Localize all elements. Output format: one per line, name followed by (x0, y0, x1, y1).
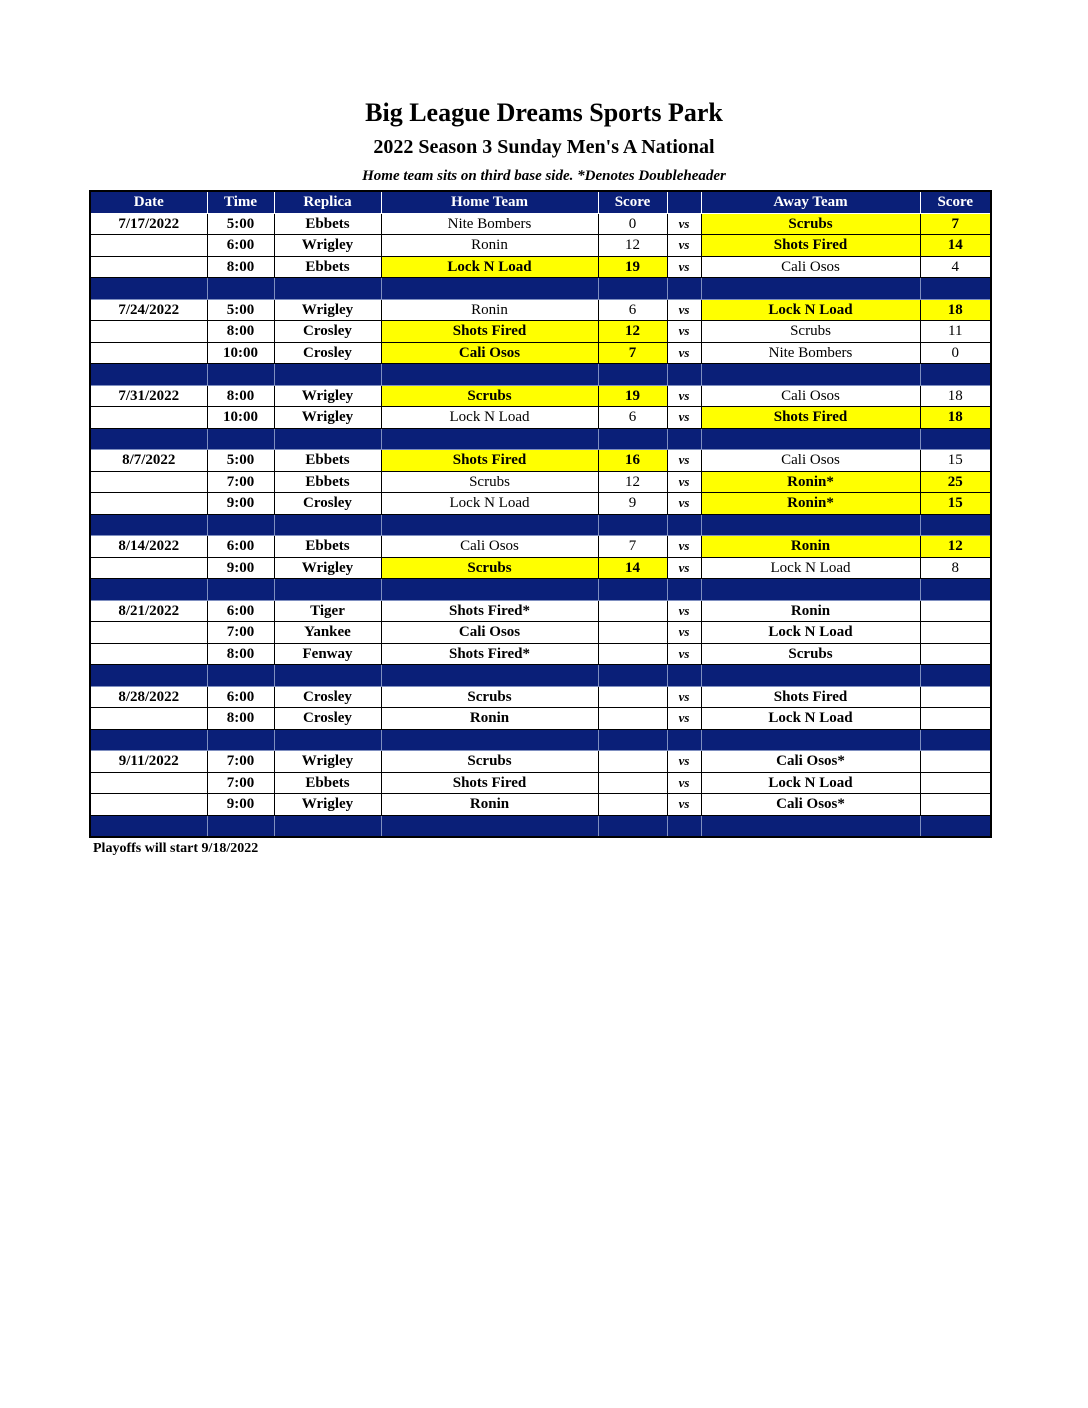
separator-cell (381, 364, 598, 386)
game-replica: Wrigley (274, 751, 381, 773)
home-team: Shots Fired (381, 772, 598, 794)
vs-label: vs (667, 407, 701, 429)
game-replica: Ebbets (274, 213, 381, 235)
game-time: 9:00 (207, 557, 274, 579)
away-team: Cali Osos (701, 256, 920, 278)
home-team: Shots Fired* (381, 643, 598, 665)
vs-label: vs (667, 686, 701, 708)
away-score (920, 772, 991, 794)
vs-label: vs (667, 342, 701, 364)
game-replica: Wrigley (274, 385, 381, 407)
separator-cell (381, 729, 598, 751)
col-date: Date (90, 191, 207, 213)
vs-label: vs (667, 643, 701, 665)
away-team: Cali Osos* (701, 794, 920, 816)
home-score: 6 (598, 299, 667, 321)
separator-cell (598, 729, 667, 751)
home-score (598, 708, 667, 730)
schedule-body (90, 213, 991, 837)
separator-cell (701, 729, 920, 751)
home-team: Scrubs (381, 751, 598, 773)
game-date: 8/21/2022 (90, 600, 207, 622)
game-time: 7:00 (207, 772, 274, 794)
game-row (90, 557, 991, 579)
separator-cell (381, 665, 598, 687)
away-score: 11 (920, 321, 991, 343)
away-team: Lock N Load (701, 299, 920, 321)
away-team: Ronin* (701, 493, 920, 515)
away-score (920, 708, 991, 730)
game-row (90, 622, 991, 644)
game-replica: Ebbets (274, 256, 381, 278)
game-date-empty (90, 643, 207, 665)
game-replica: Crosley (274, 708, 381, 730)
game-date-empty (90, 342, 207, 364)
schedule-table (89, 190, 992, 838)
game-date: 8/14/2022 (90, 536, 207, 558)
home-team: Cali Osos (381, 342, 598, 364)
away-score (920, 643, 991, 665)
away-team: Lock N Load (701, 622, 920, 644)
game-time: 8:00 (207, 708, 274, 730)
away-score (920, 751, 991, 773)
vs-label: vs (667, 751, 701, 773)
home-team: Nite Bombers (381, 213, 598, 235)
vs-label: vs (667, 600, 701, 622)
home-score (598, 643, 667, 665)
home-score: 12 (598, 471, 667, 493)
game-replica: Tiger (274, 600, 381, 622)
separator-cell (667, 665, 701, 687)
game-time: 9:00 (207, 493, 274, 515)
away-team: Shots Fired (701, 686, 920, 708)
separator-cell (274, 278, 381, 300)
vs-label: vs (667, 471, 701, 493)
separator-cell (920, 428, 991, 450)
game-time: 10:00 (207, 407, 274, 429)
game-time: 5:00 (207, 213, 274, 235)
game-time: 6:00 (207, 600, 274, 622)
game-time: 6:00 (207, 686, 274, 708)
away-team: Nite Bombers (701, 342, 920, 364)
home-team: Cali Osos (381, 536, 598, 558)
away-score: 0 (920, 342, 991, 364)
separator-cell (920, 815, 991, 837)
separator-cell (381, 428, 598, 450)
game-date: 8/7/2022 (90, 450, 207, 472)
separator-cell (701, 665, 920, 687)
game-row (90, 450, 991, 472)
separator-cell (207, 665, 274, 687)
separator-cell (274, 815, 381, 837)
game-date: 7/31/2022 (90, 385, 207, 407)
separator-cell (90, 364, 207, 386)
game-date-empty (90, 256, 207, 278)
game-row (90, 772, 991, 794)
away-team: Cali Osos* (701, 751, 920, 773)
vs-label: vs (667, 385, 701, 407)
game-row (90, 536, 991, 558)
separator-cell (274, 579, 381, 601)
game-time: 8:00 (207, 385, 274, 407)
away-team: Shots Fired (701, 235, 920, 257)
game-row (90, 493, 991, 515)
away-score: 18 (920, 299, 991, 321)
vs-label: vs (667, 794, 701, 816)
away-score (920, 794, 991, 816)
game-row (90, 708, 991, 730)
game-row (90, 299, 991, 321)
separator-cell (598, 364, 667, 386)
game-replica: Crosley (274, 686, 381, 708)
separator-cell (667, 579, 701, 601)
separator-cell (598, 514, 667, 536)
home-team: Lock N Load (381, 407, 598, 429)
game-row (90, 407, 991, 429)
game-replica: Wrigley (274, 794, 381, 816)
away-team: Ronin (701, 600, 920, 622)
away-score: 7 (920, 213, 991, 235)
vs-label: vs (667, 536, 701, 558)
home-score: 7 (598, 536, 667, 558)
home-score (598, 772, 667, 794)
home-score: 16 (598, 450, 667, 472)
separator-cell (920, 364, 991, 386)
game-time: 6:00 (207, 235, 274, 257)
home-team: Ronin (381, 299, 598, 321)
header-row (90, 191, 991, 213)
home-score: 19 (598, 256, 667, 278)
game-time: 7:00 (207, 471, 274, 493)
separator-cell (598, 428, 667, 450)
col-away-score: Score (920, 191, 991, 213)
game-date-empty (90, 471, 207, 493)
home-score: 7 (598, 342, 667, 364)
game-time: 7:00 (207, 622, 274, 644)
away-score: 15 (920, 493, 991, 515)
away-score (920, 622, 991, 644)
home-team: Ronin (381, 794, 598, 816)
game-replica: Wrigley (274, 557, 381, 579)
game-date-empty (90, 235, 207, 257)
game-time: 7:00 (207, 751, 274, 773)
separator-cell (381, 278, 598, 300)
separator-cell (274, 428, 381, 450)
separator-cell (274, 665, 381, 687)
game-row (90, 471, 991, 493)
home-team: Lock N Load (381, 493, 598, 515)
separator-cell (207, 514, 274, 536)
game-replica: Crosley (274, 493, 381, 515)
game-time: 5:00 (207, 299, 274, 321)
away-team: Scrubs (701, 643, 920, 665)
vs-label: vs (667, 493, 701, 515)
week-separator-row (90, 665, 991, 687)
game-row (90, 385, 991, 407)
week-separator-row (90, 514, 991, 536)
vs-label: vs (667, 557, 701, 579)
away-team: Ronin* (701, 471, 920, 493)
away-team: Cali Osos (701, 385, 920, 407)
game-replica: Yankee (274, 622, 381, 644)
away-team: Lock N Load (701, 708, 920, 730)
col-time: Time (207, 191, 274, 213)
separator-cell (667, 364, 701, 386)
vs-label: vs (667, 235, 701, 257)
week-separator-row (90, 278, 991, 300)
game-date: 8/28/2022 (90, 686, 207, 708)
separator-cell (667, 815, 701, 837)
week-separator-row (90, 729, 991, 751)
home-score: 9 (598, 493, 667, 515)
col-home-score: Score (598, 191, 667, 213)
home-score (598, 751, 667, 773)
away-team: Shots Fired (701, 407, 920, 429)
home-team: Shots Fired (381, 321, 598, 343)
separator-cell (207, 428, 274, 450)
home-score (598, 686, 667, 708)
separator-cell (701, 364, 920, 386)
col-away-team: Away Team (701, 191, 920, 213)
separator-cell (274, 729, 381, 751)
away-score: 12 (920, 536, 991, 558)
away-score: 25 (920, 471, 991, 493)
separator-cell (701, 815, 920, 837)
vs-label: vs (667, 708, 701, 730)
vs-label: vs (667, 213, 701, 235)
home-score: 14 (598, 557, 667, 579)
home-team: Ronin (381, 235, 598, 257)
separator-cell (920, 278, 991, 300)
away-score (920, 600, 991, 622)
separator-cell (667, 278, 701, 300)
game-date-empty (90, 794, 207, 816)
game-date-empty (90, 772, 207, 794)
home-score: 0 (598, 213, 667, 235)
vs-label: vs (667, 450, 701, 472)
home-score: 6 (598, 407, 667, 429)
separator-cell (274, 364, 381, 386)
col-home-team: Home Team (381, 191, 598, 213)
game-replica: Ebbets (274, 536, 381, 558)
schedule-note: Home team sits on third base side. *Denotes Doubleheader (362, 168, 726, 184)
home-team: Cali Osos (381, 622, 598, 644)
game-date-empty (90, 708, 207, 730)
game-replica: Wrigley (274, 299, 381, 321)
game-row (90, 751, 991, 773)
game-date-empty (90, 622, 207, 644)
game-time: 8:00 (207, 643, 274, 665)
away-team: Cali Osos (701, 450, 920, 472)
game-time: 5:00 (207, 450, 274, 472)
separator-cell (381, 579, 598, 601)
away-team: Lock N Load (701, 557, 920, 579)
away-team: Scrubs (701, 213, 920, 235)
separator-cell (90, 665, 207, 687)
home-score (598, 600, 667, 622)
away-score: 15 (920, 450, 991, 472)
home-score (598, 622, 667, 644)
separator-cell (90, 729, 207, 751)
game-row (90, 342, 991, 364)
separator-cell (90, 514, 207, 536)
page-title: Big League Dreams Sports Park (365, 98, 723, 127)
game-row (90, 256, 991, 278)
game-replica: Wrigley (274, 407, 381, 429)
game-date-empty (90, 321, 207, 343)
separator-cell (207, 579, 274, 601)
game-row (90, 600, 991, 622)
separator-cell (90, 579, 207, 601)
game-time: 10:00 (207, 342, 274, 364)
separator-cell (701, 278, 920, 300)
separator-cell (920, 729, 991, 751)
separator-cell (90, 278, 207, 300)
game-replica: Crosley (274, 342, 381, 364)
home-team: Shots Fired* (381, 600, 598, 622)
separator-cell (207, 815, 274, 837)
vs-label: vs (667, 321, 701, 343)
home-team: Lock N Load (381, 256, 598, 278)
home-score (598, 794, 667, 816)
page-subtitle: 2022 Season 3 Sunday Men's A National (373, 136, 715, 158)
separator-cell (701, 428, 920, 450)
game-time: 8:00 (207, 256, 274, 278)
separator-cell (90, 428, 207, 450)
game-row (90, 235, 991, 257)
vs-label: vs (667, 299, 701, 321)
away-score: 4 (920, 256, 991, 278)
game-date-empty (90, 407, 207, 429)
week-separator-row (90, 364, 991, 386)
separator-cell (207, 364, 274, 386)
away-team: Scrubs (701, 321, 920, 343)
home-team: Shots Fired (381, 450, 598, 472)
col-replica: Replica (274, 191, 381, 213)
game-replica: Ebbets (274, 450, 381, 472)
home-team: Scrubs (381, 686, 598, 708)
vs-label: vs (667, 622, 701, 644)
separator-cell (381, 514, 598, 536)
home-score: 19 (598, 385, 667, 407)
game-replica: Fenway (274, 643, 381, 665)
game-date: 9/11/2022 (90, 751, 207, 773)
game-time: 9:00 (207, 794, 274, 816)
home-score: 12 (598, 235, 667, 257)
home-score: 12 (598, 321, 667, 343)
game-replica: Wrigley (274, 235, 381, 257)
separator-cell (667, 729, 701, 751)
away-team: Lock N Load (701, 772, 920, 794)
separator-cell (920, 514, 991, 536)
separator-cell (90, 815, 207, 837)
game-replica: Ebbets (274, 471, 381, 493)
away-score: 8 (920, 557, 991, 579)
separator-cell (701, 514, 920, 536)
away-score: 14 (920, 235, 991, 257)
separator-cell (598, 278, 667, 300)
separator-cell (667, 514, 701, 536)
week-separator-row (90, 815, 991, 837)
game-date-empty (90, 493, 207, 515)
separator-cell (667, 428, 701, 450)
game-time: 8:00 (207, 321, 274, 343)
game-replica: Ebbets (274, 772, 381, 794)
separator-cell (598, 815, 667, 837)
separator-cell (207, 729, 274, 751)
playoffs-note: Playoffs will start 9/18/2022 (93, 841, 259, 856)
away-score: 18 (920, 407, 991, 429)
home-team: Scrubs (381, 557, 598, 579)
separator-cell (598, 665, 667, 687)
separator-cell (920, 579, 991, 601)
away-score: 18 (920, 385, 991, 407)
separator-cell (598, 579, 667, 601)
separator-cell (920, 665, 991, 687)
game-date-empty (90, 557, 207, 579)
week-separator-row (90, 428, 991, 450)
home-team: Scrubs (381, 385, 598, 407)
game-time: 6:00 (207, 536, 274, 558)
away-team: Ronin (701, 536, 920, 558)
home-team: Ronin (381, 708, 598, 730)
home-team: Scrubs (381, 471, 598, 493)
separator-cell (274, 514, 381, 536)
game-date: 7/24/2022 (90, 299, 207, 321)
game-row (90, 794, 991, 816)
game-date: 7/17/2022 (90, 213, 207, 235)
away-score (920, 686, 991, 708)
separator-cell (381, 815, 598, 837)
separator-cell (207, 278, 274, 300)
vs-label: vs (667, 772, 701, 794)
game-row (90, 321, 991, 343)
separator-cell (701, 579, 920, 601)
vs-label: vs (667, 256, 701, 278)
week-separator-row (90, 579, 991, 601)
game-replica: Crosley (274, 321, 381, 343)
game-row (90, 686, 991, 708)
col-vs (667, 191, 701, 213)
game-row (90, 643, 991, 665)
game-row (90, 213, 991, 235)
